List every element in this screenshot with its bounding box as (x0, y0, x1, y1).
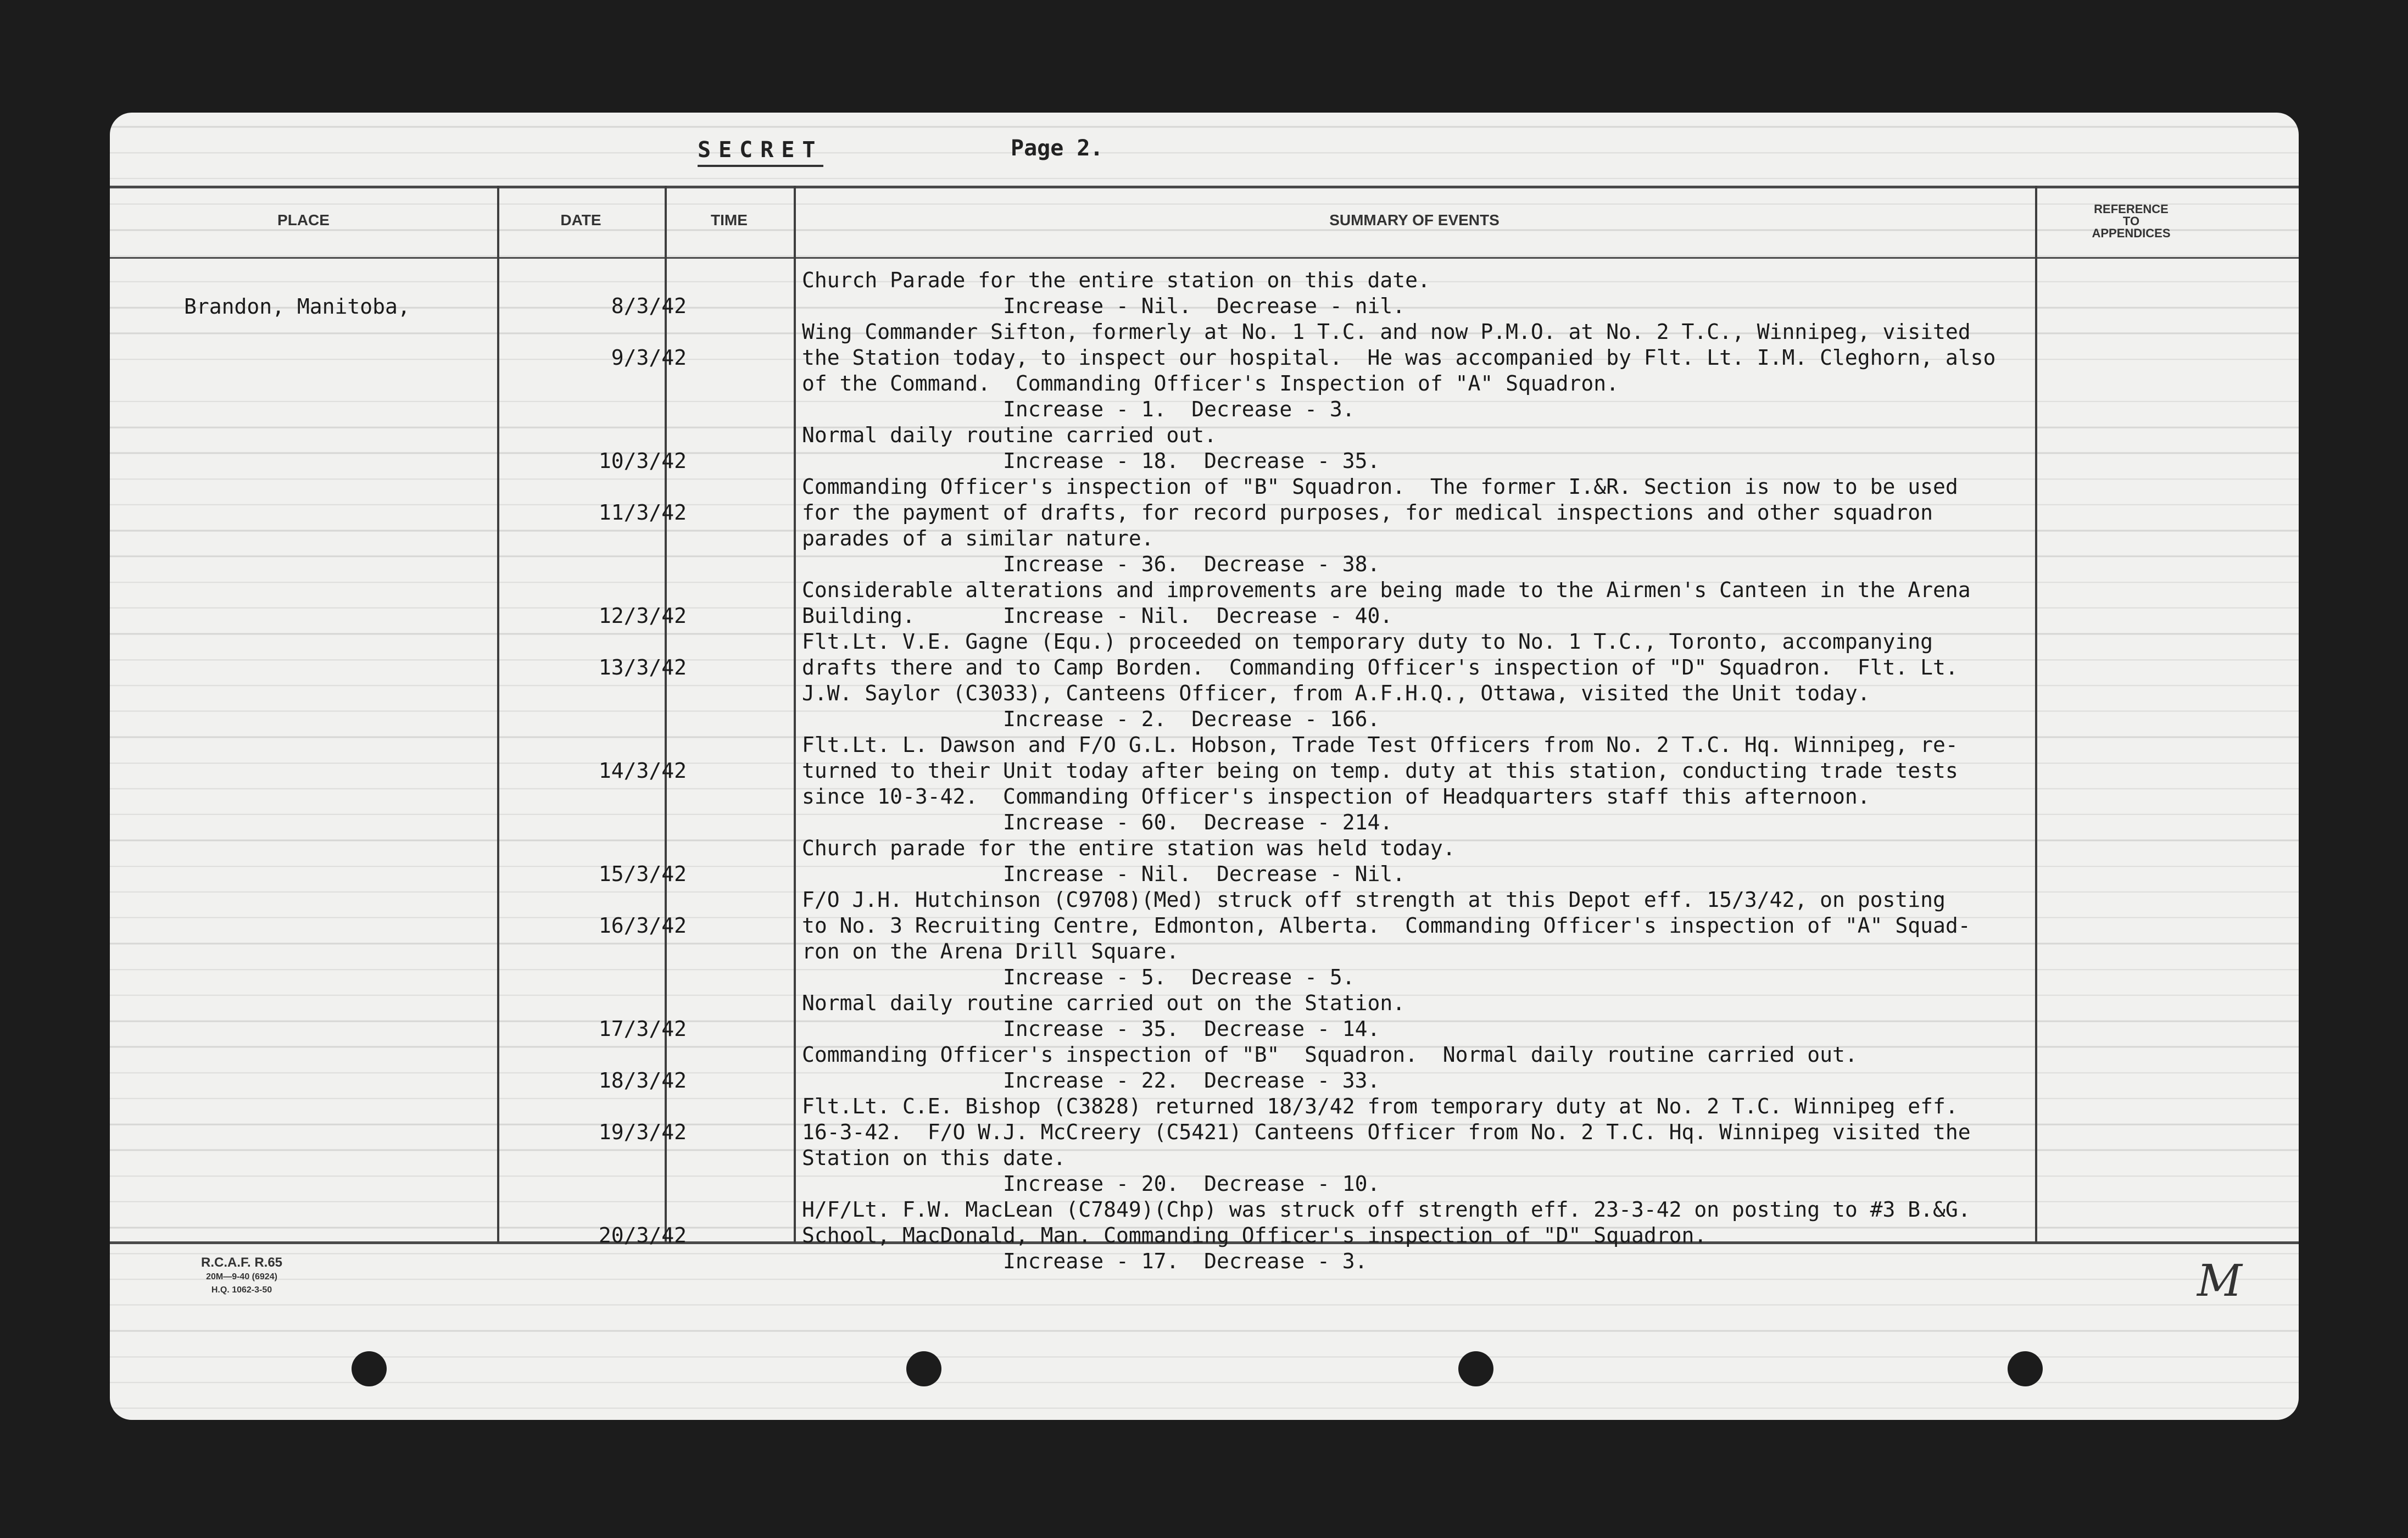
event-date: 17/3/42 (598, 1017, 687, 1041)
event-date: 11/3/42 (598, 500, 687, 525)
event-summary: Flt.Lt. V.E. Gagne (Equ.) proceeded on temporary duty to No. 1 T.C., Toronto, accompanying drafts there and to Camp Borden. Commanding Officer's inspection of "D" Squadron. Flt. Lt. J.W. Saylor (C3033), Canteens Officer, from A.F.H.Q., Ottawa, visited the Unit today. Increase - 2. Decrease - 166. (802, 629, 1958, 731)
secret-classification: SECRET (698, 137, 823, 167)
event-summary: Commanding Officer's inspection of "B" Squadron. The former I.&R. Section is now to be used for the payment of drafts, for record purposes, for medical inspections and other squadron parades of a similar nature. Increase - 36. Decrease - 38. (802, 475, 1958, 576)
event-summary: Flt.Lt. L. Dawson and F/O G.L. Hobson, Trade Test Officers from No. 2 T.C. Hq. Winnipeg, re- turned to their Unit today after being on temp. duty at this station, conducting trade tests since 10-3-42. Commanding Officer's inspection of Headquarters staff this afternoon. Increase - 60. Decrease - 214. (802, 733, 1958, 834)
header-rule (110, 257, 2299, 259)
page-number: Page 2. (1011, 136, 1103, 161)
form-hq-line: H.Q. 1062-3-50 (211, 1285, 272, 1295)
event-date: 12/3/42 (598, 604, 687, 628)
event-summary: Commanding Officer's inspection of "B" Squadron. Normal daily routine carried out. Increase - 22. Decrease - 33. (802, 1043, 1858, 1093)
reference-line-2: TO (2122, 214, 2140, 228)
event-summary: Normal daily routine carried out on the Station. Increase - 35. Decrease - 14. (802, 991, 1406, 1041)
reference-line-1: REFERENCE (2094, 202, 2169, 216)
diary-form-card (110, 113, 2299, 1420)
event-date: 8/3/42 (611, 294, 687, 318)
event-date: 15/3/42 (598, 862, 687, 886)
event-date: 13/3/42 (598, 655, 687, 679)
event-date: 19/3/42 (598, 1120, 687, 1144)
col-header-reference (2041, 203, 2222, 239)
punch-hole-3 (1458, 1351, 1493, 1386)
col-header-date: DATE (560, 211, 601, 229)
column-divider-place (497, 186, 499, 1243)
event-summary: Considerable alterations and improvements are being made to the Airmen's Canteen in the Arena Building. Increase - Nil. Decrease - 40. (802, 578, 1971, 628)
event-summary: H/F/Lt. F.W. MacLean (C7849)(Chp) was struck off strength eff. 23-3-42 on posting to #3 B.&G. School, MacDonald, Man. Commanding Officer's inspection of "D" Squadron. Increase - 17. Decrease - 3. (802, 1197, 1971, 1273)
col-header-time: TIME (711, 211, 748, 229)
top-rule (110, 186, 2299, 188)
form-footer (162, 1255, 321, 1297)
punch-hole-2 (906, 1351, 941, 1386)
handwritten-initials: M (2197, 1255, 2242, 1306)
event-summary: Normal daily routine carried out. Increase - 18. Decrease - 35. (802, 423, 1380, 473)
event-summary: Wing Commander Sifton, formerly at No. 1 T.C. and now P.M.O. at No. 2 T.C., Winnipeg, visited the Station today, to inspect our hospital. He was accompanied by Flt. Lt. I.M. Cleghorn, also of the Command. Commanding Officer's Inspection of "A" Squadron. Increase - 1. Decrease - 3. (802, 320, 1996, 421)
col-header-place: PLACE (277, 211, 330, 229)
form-print-line: 20M—9-40 (6924) (206, 1272, 277, 1281)
reference-line-3: APPENDICES (2092, 226, 2171, 240)
event-date: 9/3/42 (611, 346, 687, 370)
event-date: 18/3/42 (598, 1068, 687, 1093)
column-divider-time (794, 186, 796, 1243)
punch-hole-4 (2008, 1351, 2043, 1386)
col-header-summary: SUMMARY OF EVENTS (1329, 211, 1500, 229)
event-summary: Church parade for the entire station was held today. Increase - Nil. Decrease - Nil. (802, 836, 1456, 886)
event-summary: Church Parade for the entire station on this date. Increase - Nil. Decrease - nil. (802, 268, 1430, 318)
punch-hole-1 (352, 1351, 387, 1386)
event-summary: Flt.Lt. C.E. Bishop (C3828) returned 18/3/42 from temporary duty at No. 2 T.C. Winnipeg eff. 16-3-42. F/O W.J. McCreery (C5421) Canteens Officer from No. 2 T.C. Hq. Winnipeg visited the Station on this date. Increase - 20. Decrease - 10. (802, 1094, 1971, 1196)
form-number: R.C.A.F. R.65 (200, 1255, 283, 1270)
event-date: 14/3/42 (598, 759, 687, 783)
event-summary: F/O J.H. Hutchinson (C9708)(Med) struck off strength at this Depot eff. 15/3/42, on posting to No. 3 Recruiting Centre, Edmonton, Alberta. Commanding Officer's inspection of "A" Squad- ron on the Arena Drill Square. Increase - 5. Decrease - 5. (802, 888, 1971, 989)
event-date: 16/3/42 (598, 913, 687, 938)
event-date: 10/3/42 (598, 449, 687, 473)
place-entry: Brandon, Manitoba, (184, 294, 410, 319)
event-date: 20/3/42 (598, 1223, 687, 1247)
